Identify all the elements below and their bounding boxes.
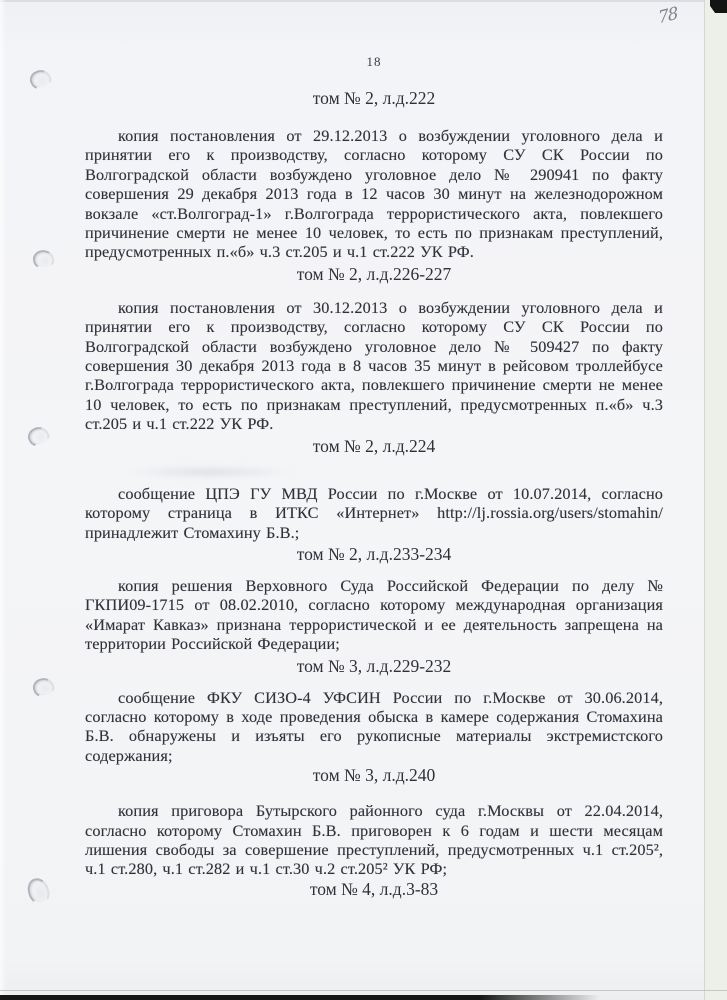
volume-reference: том № 2, л.д.226-227 xyxy=(296,263,452,284)
scan-edge-right-strip xyxy=(704,0,727,1000)
scan-edge-bottom-black xyxy=(0,995,600,1000)
case-material-paragraph: сообщение ЦПЭ ГУ МВД России по г.Москве от 10.07.2014, согласно которому страница в ИТКС «Интернет» http://lj.rossia.org/users/stomahin/ принадлежит Стомахину Б.В.; xyxy=(85,483,663,542)
ink-smudge xyxy=(30,675,56,700)
ink-smudge xyxy=(26,876,52,906)
ink-smudge xyxy=(27,66,54,92)
volume-reference: том № 4, л.д.3-83 xyxy=(309,878,439,899)
volume-reference: том № 3, л.д.240 xyxy=(312,765,436,786)
case-material-paragraph: сообщение ФКУ СИЗО-4 УФСИН России по г.Москве от 30.06.2014, согласно которому в ходе проведения обыска в камере содержания Стомахина Б.В. обнаружены и изъяты его рукописные материалы экстремистского содержания; xyxy=(85,687,663,765)
case-material-paragraph: копия постановления от 29.12.2013 о возбуждении уголовного дела и принятии его к производству, согласно которому СУ СК России по Волгоградской области возбуждено уголовное дело № 290941 по факту совершения 29 декабря 2013 года в 12 часов 30 минут на железнодорожном вокзале «ст.Волгоград-1» г.Волгограда террористического акта, повлекшего причинение смерти не менее 10 человек, то есть по признакам преступлений, предусмотренных п.«б» ч.3 ст.205 и ч.1 ст.222 УК РФ. xyxy=(85,126,663,262)
volume-reference: том № 3, л.д.229-232 xyxy=(296,655,452,676)
volume-reference: том № 2, л.д.224 xyxy=(312,435,436,456)
case-material-paragraph: копия решения Верховного Суда Российской Федерации по делу № ГКПИ09-1715 от 08.02.2010, согласно которому международная организация «Имарат Кавказ» признана террористической и ее деятельность запрещена на территории Российской Федерации; xyxy=(85,575,663,654)
document-body xyxy=(85,0,663,899)
case-material-paragraph: копия приговора Бутырского районного суда г.Москвы от 22.04.2014, согласно которому Стомахин Б.В. приговорен к 6 годам и шести месяцам лишения свободы за совершение преступлений, предусмотренных ч.1 ст.205², ч.1 ст.280, ч.1 ст.282 и ч.1 ст.30 ч.2 ст.205² УК РФ; xyxy=(85,801,663,879)
handwritten-folio-number: 78 xyxy=(657,3,679,29)
case-material-paragraph: копия постановления от 30.12.2013 о возбуждении уголовного дела и принятии его к производству, согласно которому СУ СК России по Волгоградской области возбуждено уголовное дело № 509427 по факту совершения 30 декабря 2013 года в 8 часов 35 минут в рейсовом троллейбусе г.Волгограда террористического акта, повлекшего причинение смерти не менее 10 человек, то есть по признакам преступлений, предусмотренных п.«б» ч.3 ст.205 и ч.1 ст.222 УК РФ. xyxy=(85,297,663,434)
page-number: 18 xyxy=(366,54,382,69)
volume-reference: том № 2, л.д.233-234 xyxy=(296,543,452,564)
ink-smudge xyxy=(32,248,56,270)
scan-edge-left xyxy=(0,0,6,1000)
volume-reference: том № 2, л.д.222 xyxy=(312,88,436,108)
scan-edge-bottom-line xyxy=(0,990,727,991)
ink-smudge xyxy=(25,423,53,450)
